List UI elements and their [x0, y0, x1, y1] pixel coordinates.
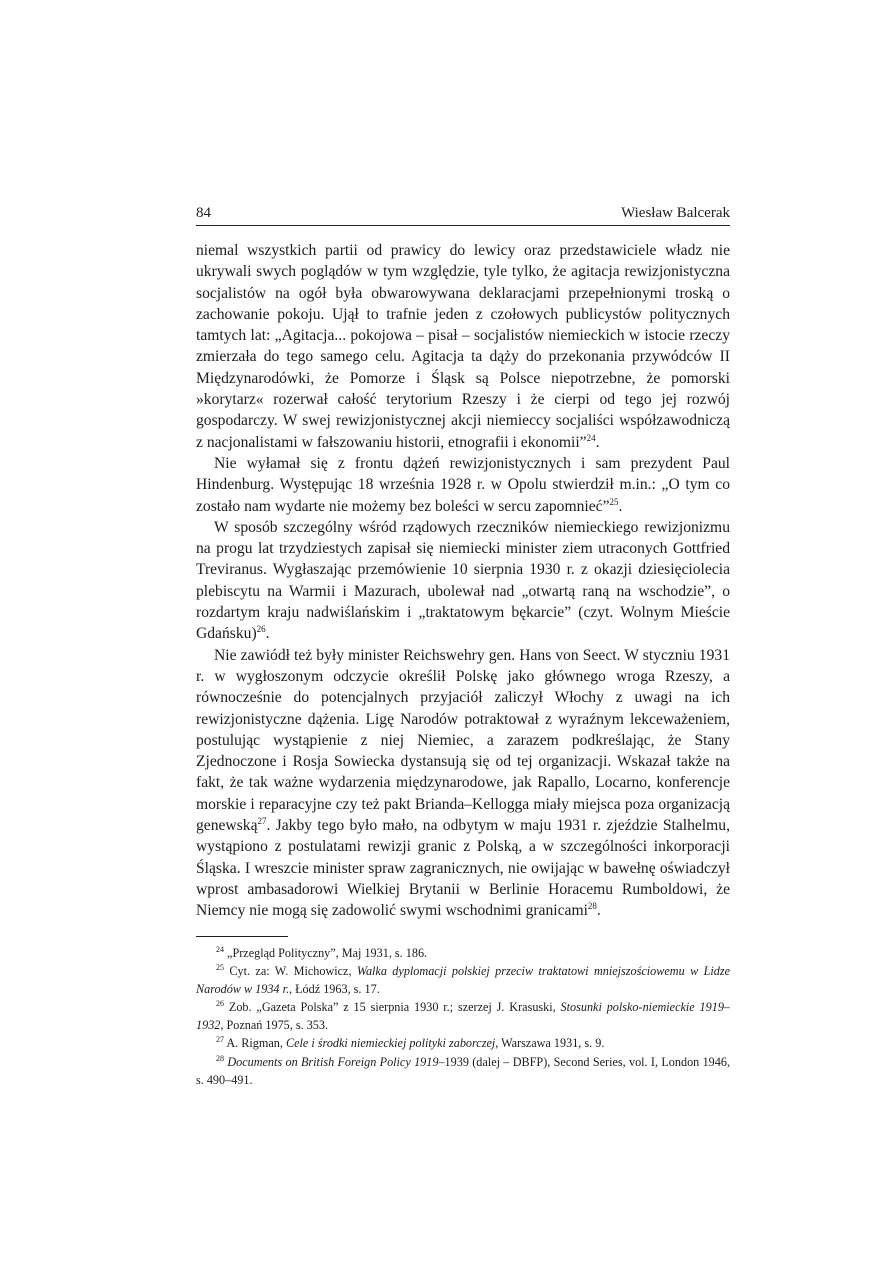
footnote-ref: 26 [256, 624, 266, 635]
paragraph: niemal wszystkich partii od prawicy do lewicy oraz przedstawiciele władz nie ukrywali swych poglądów w tym względzie, tyle tylko, że agitacja rewizjonistyczna socjalistów na ogół była obwarowywana deklaracjami przepełnionymi troską o zachowanie pokoju. Ujął to trafnie jeden z czołowych publicystów politycznych tamtych lat: „Agitacja... pokojowa – pisał – socjalistów niemieckich w istocie rzeczy zmierzała do tego samego celu. Agitacja ta dąży do przekonania przywódców II Międzynarodówki, że Pomorze i Śląsk są Polsce niepotrzebne, że pomorski »korytarz« rozerwał całość terytorium Rzeszy i że cierpi od tego jej rozwój gospodarczy. W swej rewizjonistycznej akcji niemieccy socjaliści współzawodniczą z nacjonalistami w fałszowaniu historii, etnografii i ekonomii”$^{24}$. [196, 242, 730, 451]
footnote: $^{28}$ Documents on British Foreign Policy 1919–1939 (dalej – DBFP), Second Series, vol. I, London 1946, s. 490–491. [196, 1054, 730, 1087]
footnote: $^{25}$ Cyt. za: W. Michowicz, Walka dyplomacji polskiej przeciw traktatowi mniejszościowemu w Lidze Narodów w 1934 r., Łódź 1963, s. 17. [196, 963, 730, 996]
footnote-ref: 24 [586, 432, 596, 443]
body-text [196, 240, 730, 922]
running-head-author: Wiesław Balcerak [621, 205, 730, 221]
footnote: $^{26}$ Zob. „Gazeta Polska” z 15 sierpnia 1930 r.; szerzej J. Krasuski, Stosunki polsko-niemieckie 1919–1932, Poznań 1975, s. 353. [196, 999, 731, 1032]
book-page [196, 204, 730, 1090]
page-number: 84 [196, 205, 211, 221]
footnotes [196, 945, 730, 1090]
footnote: $^{24}$ „Przegląd Polityczny”, Maj 1931, s. 186. [216, 944, 428, 960]
footnote-separator [196, 936, 288, 937]
footnote-ref: 25 [609, 496, 619, 507]
footnote: $^{27}$ A. Rigman, Cele i środki niemieckiej polityki zaborczej, Warszawa 1931, s. 9. [216, 1035, 605, 1051]
running-head [196, 204, 730, 226]
paragraph: W sposób szczególny wśród rządowych rzeczników niemieckiego rewizjonizmu na progu lat trzydziestych zapisał się niemiecki minister ziem utraconych Gottfried Treviranus. Wygłaszając przemówienie 10 sierpnia 1930 r. z okazji dziesięciolecia plebiscytu na Warmii i Mazurach, ubolewał nad „otwartą raną na wschodzie”, o rozdartym kraju nadwiślańskim i „traktatowym bękarcie” (czyt. Wolnym Mieście Gdańsku)$^{26}$. [196, 518, 730, 643]
paragraph: Nie wyłamał się z frontu dążeń rewizjonistycznych i sam prezydent Paul Hindenburg. Występując 18 września 1928 r. w Opolu stwierdził m.in.: „O tym co zostało nam wydarte nie możemy bez boleści w sercu zapomnieć”$^{25}$. [196, 454, 730, 515]
footnote-ref: 27 [257, 815, 267, 826]
footnote-ref: 28 [587, 901, 597, 912]
paragraph: Nie zawiódł też były minister Reichswehry gen. Hans von Seect. W styczniu 1931 r. w wygłoszonym odczycie określił Polskę jako głównego wroga Rzeszy, a równocześnie do potencjalnych przyjaciół zaliczył Włochy z uwagi na ich rewizjonistyczne dążenia. Ligę Narodów potraktował z wyraźnym lekceważeniem, postulując wystąpienie z niej Niemiec, a zarazem podkreślając, że Stany Zjednoczone i Rosja Sowiecka dystansują się od tej organizacji. Wskazał także na fakt, że tak ważne wydarzenia międzynarodowe, jak Rapallo, Locarno, konferencje morskie i reparacyjne czy też pakt Brianda–Kellogga miały miejsca poza organizacją genewską$^{27}$. Jakby tego było mało, na odbytym w maju 1931 r. zjeździe Stalhelmu, wystąpiono z postulatami rewizji granic z Polską, a w szczególności inkorporacji Śląska. I wreszcie minister spraw zagranicznych, nie owijając w bawełnę oświadczył wprost ambasadorowi Wielkiej Brytanii w Berlinie Horacemu Rumboldowi, że Niemcy nie mogą się zadowolić swymi wschodnimi granicami$^{28}$. [196, 646, 730, 920]
